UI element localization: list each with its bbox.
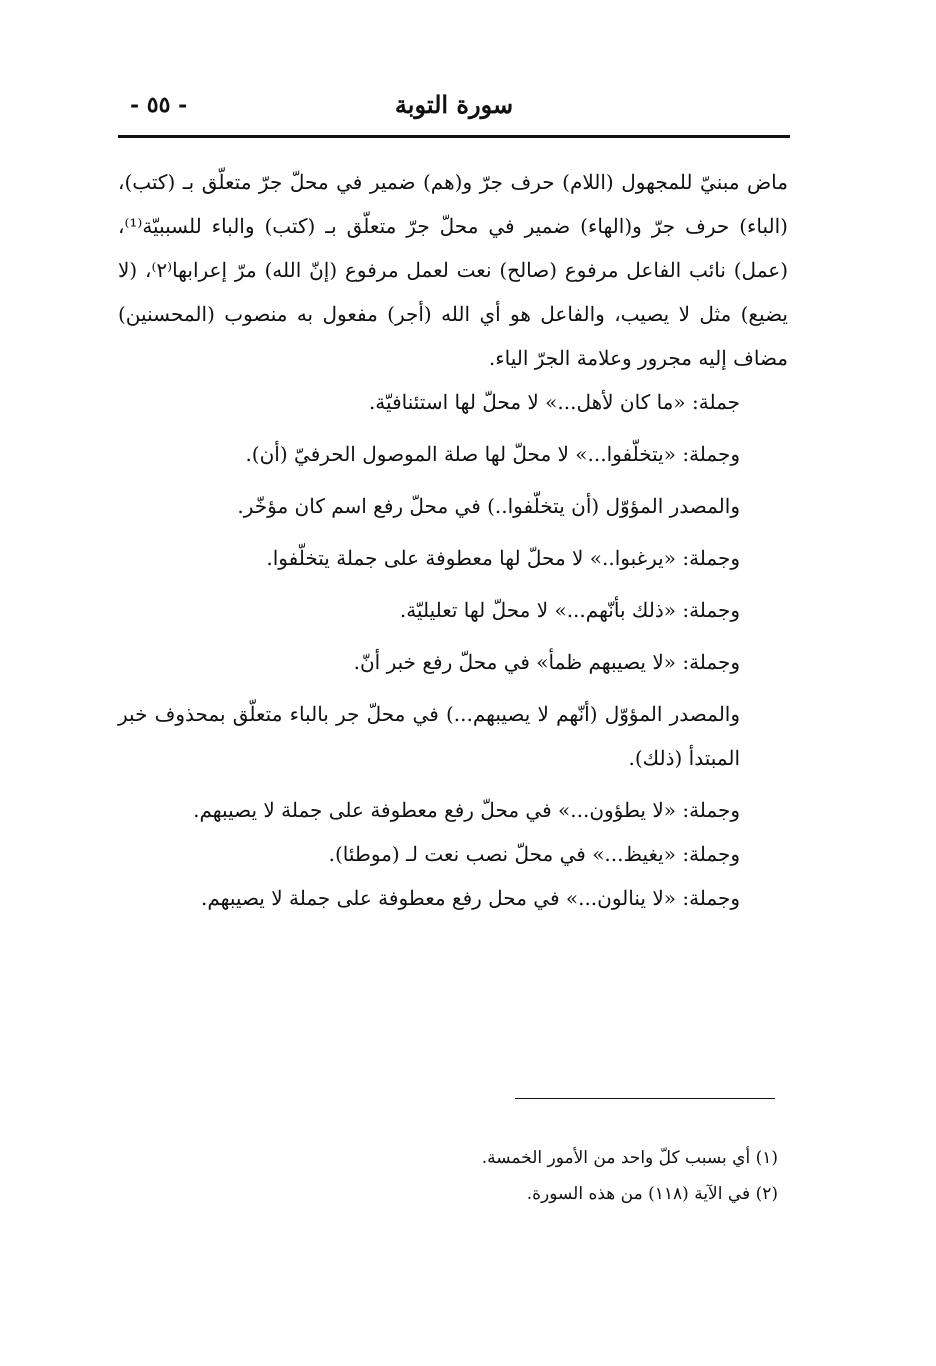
page-number: - ٥٥ -: [130, 92, 188, 118]
footnote-2: (٢) في الآية (١١٨) من هذه السورة.: [526, 1184, 778, 1204]
footnote-1: (١) أي بسبب كلّ واحد من الأمور الخمسة.: [481, 1148, 778, 1168]
paragraph-sentence-5: وجملة: «ذلك بأنّهم...» لا محلّ لها تعليليّة.: [399, 598, 740, 622]
paragraph-sentence-7: والمصدر المؤوّل (أنّهم لا يصيبهم...) في محلّ جر بالباء متعلّق بمحذوف خبر المبتدأ (ذلك).: [118, 702, 740, 770]
paragraph-sentence-2: وجملة: «يتخلّفوا...» لا محلّ لها صلة الموصول الحرفيّ (أن).: [245, 442, 740, 466]
page-header: [118, 86, 790, 134]
paragraph-sentence-10: وجملة: «لا ينالون...» في محل رفع معطوفة على جملة لا يصيبهم.: [200, 886, 740, 910]
paragraph-sentence-6: وجملة: «لا يصيبهم ظمأ» في محلّ رفع خبر أنّ.: [353, 650, 740, 674]
header-divider: [118, 135, 790, 138]
paragraph-sentence-9: وجملة: «يغيظ...» في محلّ نصب نعت لـ (موطئا).: [328, 842, 740, 866]
paragraph-sentence-3: والمصدر المؤوّل (أن يتخلّفوا..) في محلّ رفع اسم كان مؤخّر.: [237, 494, 740, 518]
paragraph-sentence-4: وجملة: «يرغبوا..» لا محلّ لها معطوفة على جملة يتخلّفوا.: [266, 546, 740, 570]
main-text: [118, 160, 788, 920]
paragraph-intro: ماض مبنيّ للمجهول (اللام) حرف جرّ و(هم) ضمير في محلّ جرّ متعلّق بـ (كتب)، (الباء) حرف جرّ و(الهاء) ضمير في محلّ جرّ متعلّق بـ (كتب) والباء للسببيّة⁽¹⁾، (عمل) نائب الفاعل مرفوع (صالح) نعت لعمل مرفوع (إنّ الله) مرّ إعرابها⁽٢⁾، (لا يضيع) مثل لا يصيب، والفاعل هو أي الله (أجر) مفعول به منصوب (المحسنين) مضاف إليه مجرور وعلامة الجرّ الياء.: [118, 170, 789, 370]
paragraph-sentence-1: جملة: «ما كان لأهل...» لا محلّ لها استئنافيّة.: [368, 390, 740, 414]
chapter-title: سورة التوبة: [394, 90, 514, 119]
footnotes: [300, 1140, 778, 1212]
paragraph-sentence-8: وجملة: «لا يطؤون...» في محلّ رفع معطوفة على جملة لا يصيبهم.: [193, 798, 740, 822]
footnote-divider: [515, 1098, 775, 1099]
